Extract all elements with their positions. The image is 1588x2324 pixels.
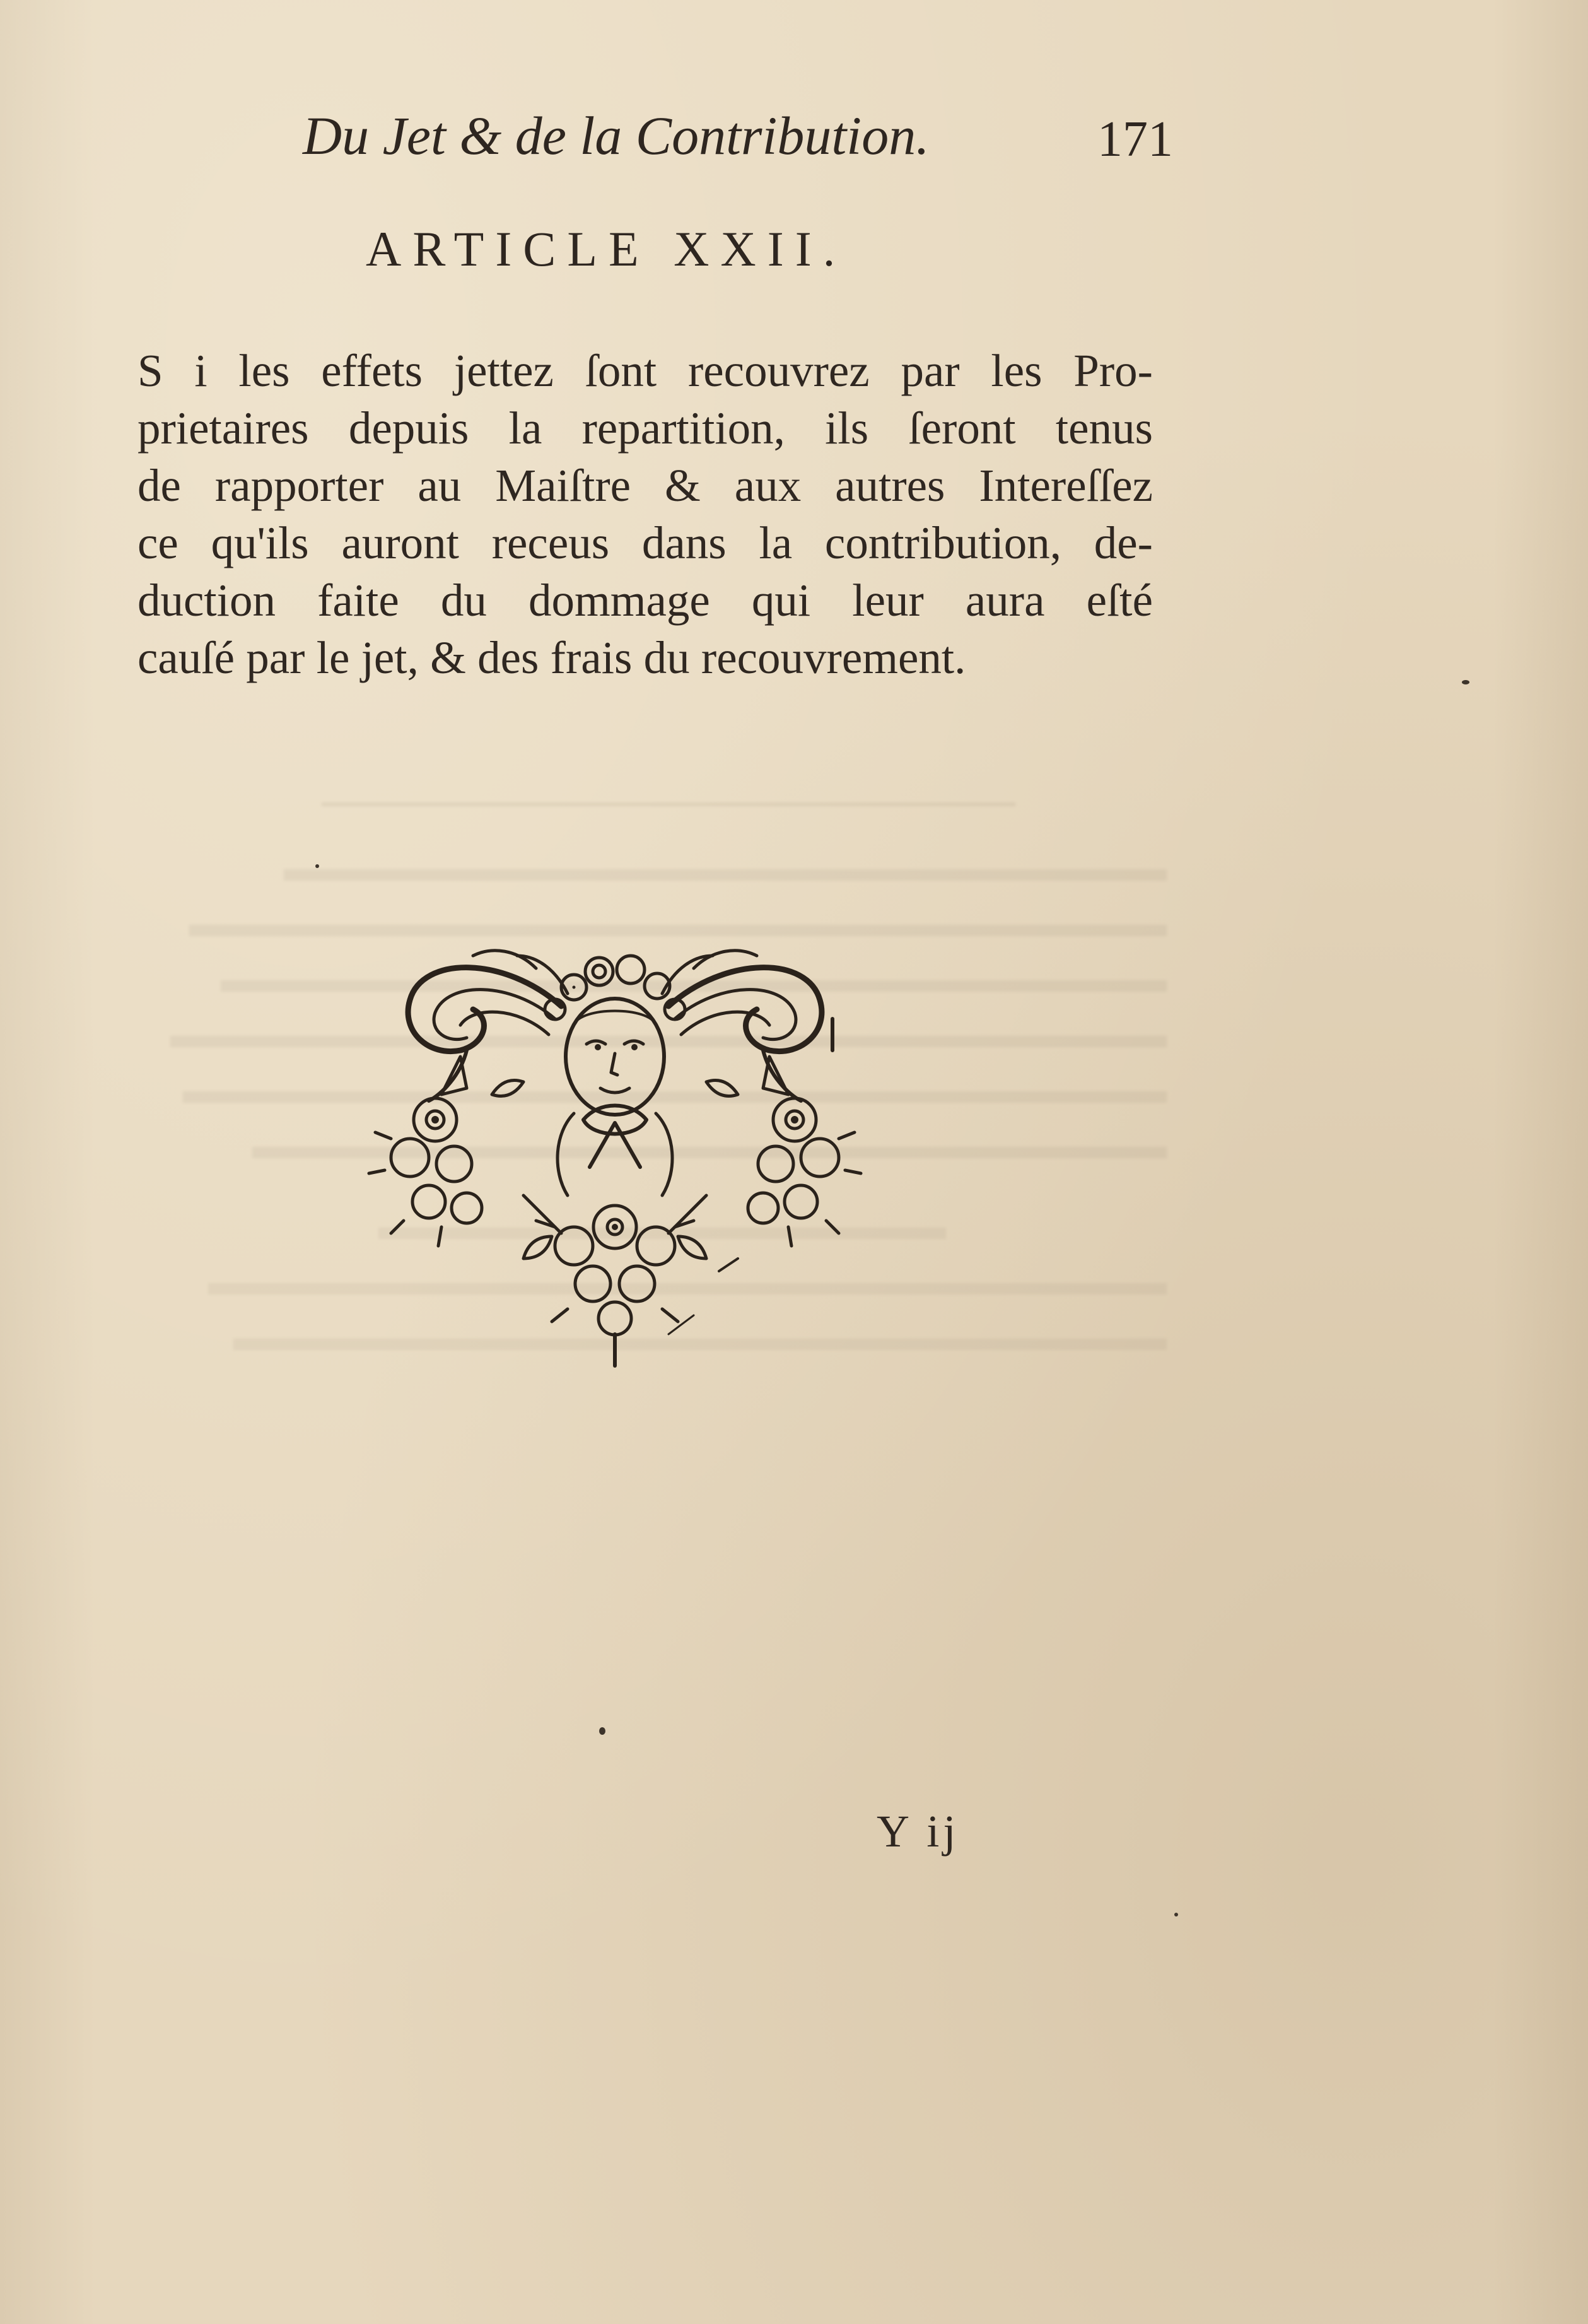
body-line: prietaires depuis la repartition, ils ſeront tenus (137, 402, 1153, 454)
body-line: de rapporter au Maiſtre & aux autres Intereſſez (137, 460, 1153, 511)
article-body (137, 342, 1153, 686)
body-line: ce qu'ils auront receus dans la contribution, de- (137, 517, 1153, 568)
signature-mark: Y ij (877, 1806, 960, 1857)
paper-speck (1462, 680, 1469, 684)
paper-speck (315, 864, 319, 868)
paper-speck (599, 1727, 605, 1735)
body-line: S i les effets jettez ſont recouvrez par les Pro- (137, 345, 1153, 396)
article-heading: ARTICLE XXII. (366, 221, 847, 276)
cherub-floral-headpiece-icon (366, 930, 864, 1372)
body-line: duction faite du dommage qui leur aura eſté (137, 575, 1153, 626)
running-title: Du Jet & de la Contribution. (303, 105, 930, 166)
body-line: cauſé par le jet, & des frais du recouvrement. (137, 632, 966, 683)
page-number: 171 (1097, 112, 1173, 167)
paper-speck (1174, 1913, 1178, 1916)
running-header (303, 101, 1173, 170)
